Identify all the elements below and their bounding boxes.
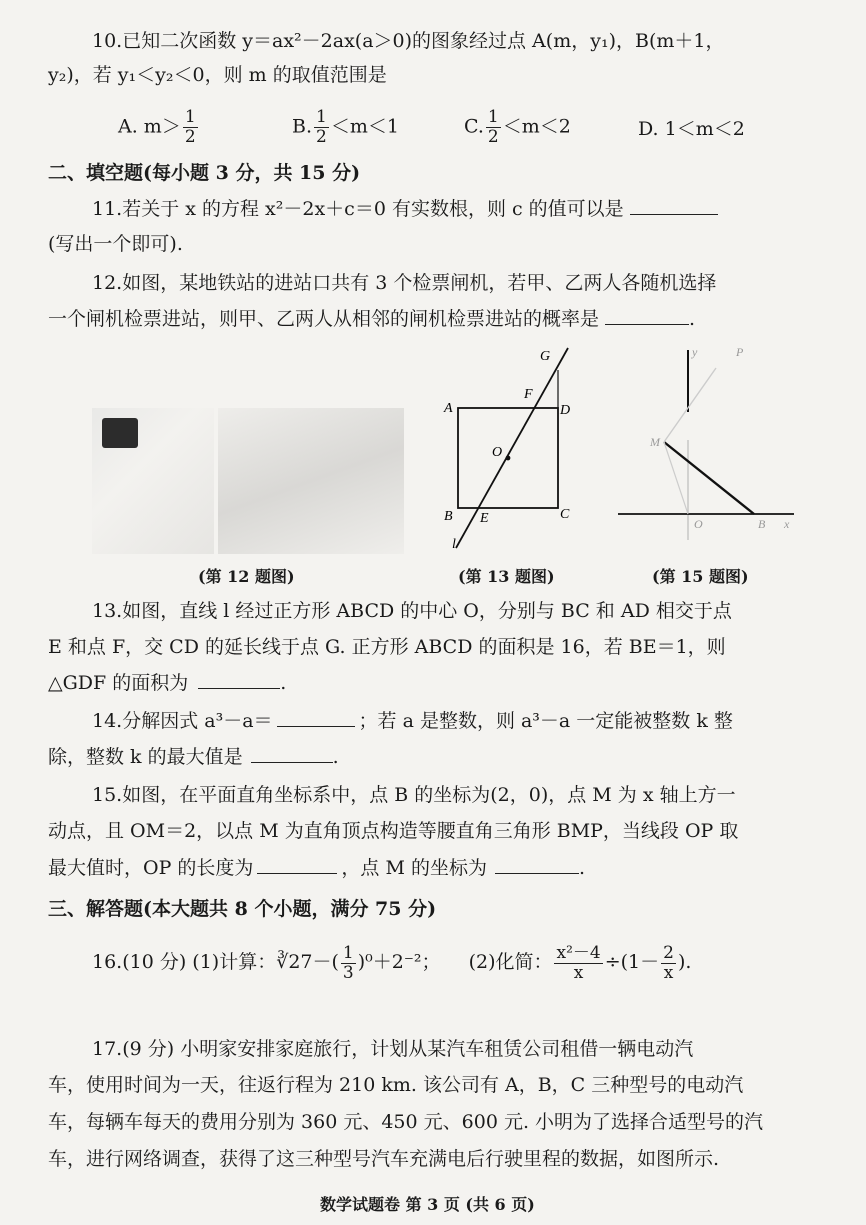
fig13-label-a: A <box>444 401 453 416</box>
fig13-label-b: B <box>444 509 453 524</box>
q15-op-blank[interactable] <box>257 855 337 874</box>
q15-m-blank[interactable] <box>495 855 579 874</box>
q12-line1: 12.如图，某地铁站的进站口共有 3 个检票闸机，若甲、乙两人各随机选择 <box>92 272 717 294</box>
q15-line3: 最大值时，OP 的长度为 ，点 M 的坐标为 . <box>48 857 585 879</box>
q11-line1: 11.若关于 x 的方程 x²－2x＋c＝0 有实数根，则 c 的值可以是 <box>92 196 718 222</box>
q10-line1: 10.已知二次函数 y＝ax²－2ax(a＞0)的图象经过点 A(m，y₁)，B(m＋1， <box>92 30 725 52</box>
q10-line2: y₂)，若 y₁＜y₂＜0，则 m 的取值范围是 <box>48 64 387 86</box>
q16-line: 16.(10 分) (1)计算：∛27－( $\frac{1}{3}$ )⁰＋2⁻²； (2)化简： $\frac{\text{x²－4}}{x}$ ÷(1－ $\frac{2}{x}$ ). <box>92 942 692 983</box>
fig13-label-l: l <box>452 537 456 552</box>
section-3-heading: 三、解答题(本大题共 8 个小题，满分 75 分) <box>48 898 437 920</box>
fig15-diagram <box>616 340 800 555</box>
q13-line3: △GDF 的面积为 . <box>48 672 287 694</box>
fig15-label-b: B <box>758 517 766 531</box>
fig13-diagram <box>436 340 596 555</box>
q10-option-c: C. $\frac{1}{2}$ ＜m＜2 <box>464 107 571 147</box>
q12-answer-blank[interactable] <box>605 306 689 325</box>
fig13-label-o: O <box>492 445 503 460</box>
fig12-photo-right <box>218 408 404 554</box>
q10-option-b: B. $\frac{1}{2}$ ＜m＜1 <box>292 107 399 147</box>
q14-k-blank[interactable] <box>251 744 333 763</box>
q14-line2: 除，整数 k 的最大值是 . <box>48 746 339 768</box>
page-footer: 数学试题卷 第 3 页 (共 6 页) <box>320 1195 535 1214</box>
fig13-label-f: F <box>524 387 533 402</box>
section-2-heading: 二、填空题(每小题 3 分，共 15 分) <box>48 162 361 184</box>
q11-line2: (写出一个即可). <box>48 233 183 255</box>
fig15-label-o: O <box>694 517 703 531</box>
q13-line2: E 和点 F，交 CD 的延长线于点 G. 正方形 ABCD 的面积是 16，若 BE＝1，则 <box>48 636 726 658</box>
q15-line1: 15.如图，在平面直角坐标系中，点 B 的坐标为(2，0)，点 M 为 x 轴上方一 <box>92 784 736 806</box>
fig15-label-p: P <box>736 345 744 359</box>
q14-line1: 14.分解因式 a³－a＝ ；若 a 是整数，则 a³－a 一定能被整数 k 整 <box>92 710 733 732</box>
fig15-label-y: y <box>692 345 698 359</box>
fig12-dark-patch <box>102 418 138 448</box>
fig15-segment-mb <box>664 442 754 514</box>
fig12-photo-left <box>92 408 214 554</box>
q15-line2: 动点，且 OM＝2，以点 M 为直角顶点构造等腰直角三角形 BMP，当线段 OP 取 <box>48 820 739 842</box>
q17-line1: 17.(9 分) 小明家安排家庭旅行，计划从某汽车租赁公司租借一辆电动汽 <box>92 1038 694 1060</box>
fig13-label-g: G <box>540 349 551 364</box>
fig13-caption: (第 13 题图) <box>458 567 555 586</box>
q14-factor-blank[interactable] <box>277 708 355 727</box>
fig12-caption: (第 12 题图) <box>198 567 295 586</box>
q11-answer-blank[interactable] <box>630 196 718 215</box>
fig15-label-x: x <box>784 517 790 531</box>
fig13-label-e: E <box>480 511 489 526</box>
fig15-caption: (第 15 题图) <box>652 567 749 586</box>
q17-line4: 车，进行网络调查，获得了这三种型号汽车充满电后行驶里程的数据，如图所示. <box>48 1148 720 1170</box>
fig13-center-o <box>506 456 511 461</box>
q13-line1: 13.如图，直线 l 经过正方形 ABCD 的中心 O，分别与 BC 和 AD 相交于点 <box>92 600 732 622</box>
fig15-label-m: M <box>650 435 660 449</box>
q10-option-d: D. 1＜m＜2 <box>638 118 745 140</box>
q13-answer-blank[interactable] <box>198 670 280 689</box>
fig13-line-l <box>456 348 571 548</box>
fig13-label-c: C <box>560 507 570 522</box>
fig15-segment-mp-faint <box>664 368 716 442</box>
q17-line2: 车，使用时间为一天，往返行程为 210 km. 该公司有 A，B，C 三种型号的电动汽 <box>48 1074 744 1096</box>
fig13-label-d: D <box>560 403 571 418</box>
q12-line2: 一个闸机检票进站，则甲、乙两人从相邻的闸机检票进站的概率是 . <box>48 308 696 330</box>
q17-line3: 车，每辆车每天的费用分别为 360 元、450 元、600 元. 小明为了选择合适型号的汽 <box>48 1111 764 1133</box>
q10-option-a: A. m＞ $\frac{1}{2}$ <box>118 107 196 147</box>
